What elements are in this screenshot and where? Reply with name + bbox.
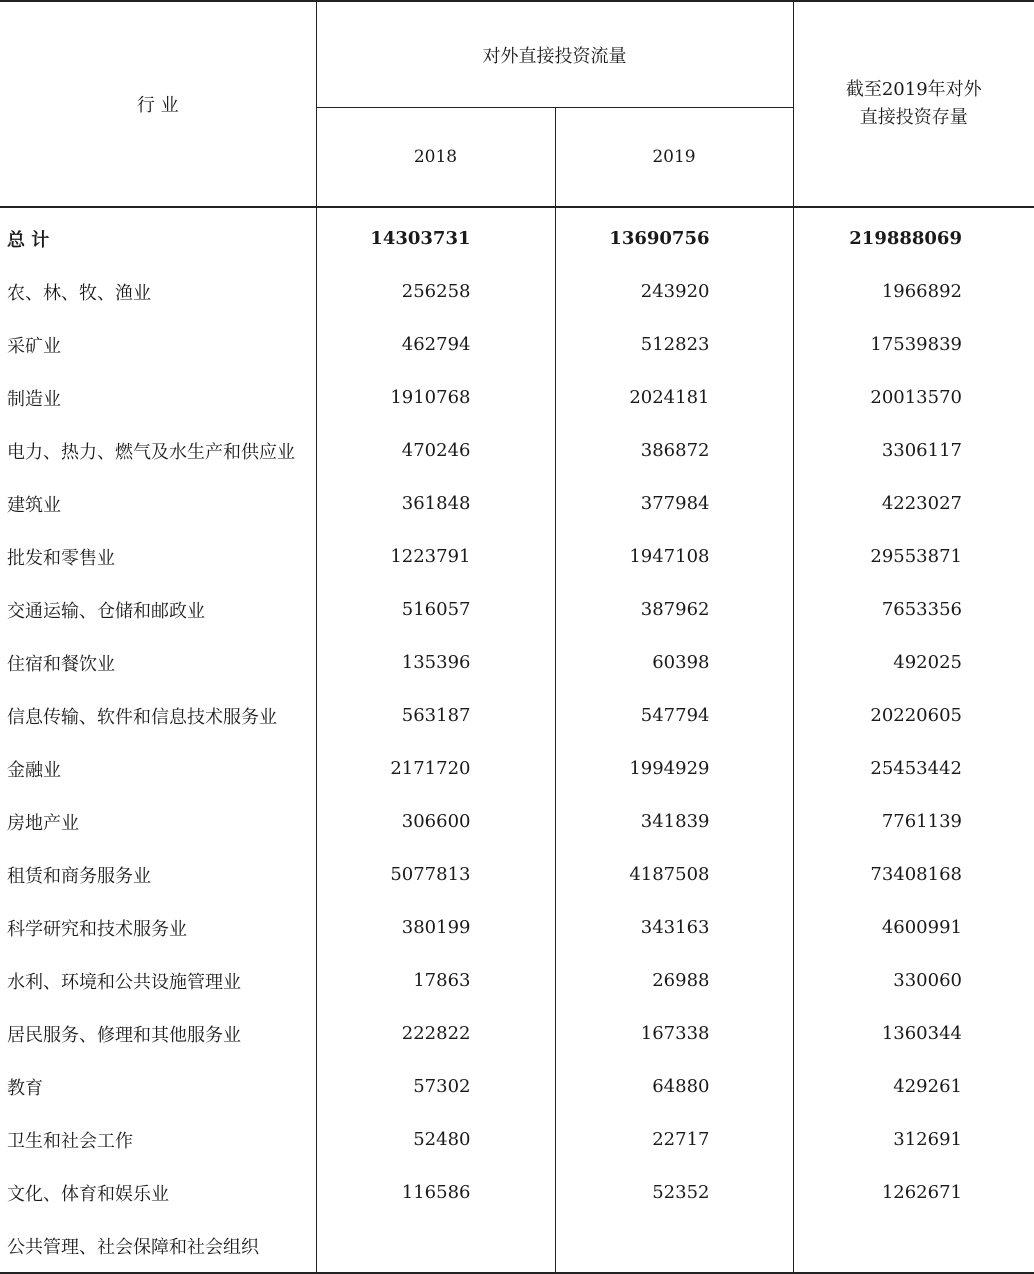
stock-2019-cell: 7653356 [793, 583, 1034, 636]
industry-name-cell: 批发和零售业 [0, 530, 316, 583]
stock-2019-cell [793, 1219, 1034, 1273]
flow-2018-cell: 52480 [316, 1113, 555, 1166]
table-row [0, 1007, 1034, 1060]
industry-name-cell: 金融业 [0, 742, 316, 795]
industry-name-cell: 房地产业 [0, 795, 316, 848]
flow-2019-cell: 1947108 [555, 530, 793, 583]
table-row [0, 318, 1034, 371]
flow-2019-cell: 2024181 [555, 371, 793, 424]
flow-2019-cell: 26988 [555, 954, 793, 1007]
flow-2018-cell: 1223791 [316, 530, 555, 583]
flow-2019-cell: 387962 [555, 583, 793, 636]
industry-name-cell: 居民服务、修理和其他服务业 [0, 1007, 316, 1060]
flow-2019-cell: 547794 [555, 689, 793, 742]
industry-name-cell: 文化、体育和娱乐业 [0, 1166, 316, 1219]
flow-2019-cell: 22717 [555, 1113, 793, 1166]
table-row [0, 371, 1034, 424]
table-row [0, 424, 1034, 477]
table-row [0, 265, 1034, 318]
stock-2019-cell: 1262671 [793, 1166, 1034, 1219]
flow-2019-cell: 243920 [555, 265, 793, 318]
industry-name-cell: 租赁和商务服务业 [0, 848, 316, 901]
flow-2018-cell: 135396 [316, 636, 555, 689]
industry-name-cell: 公共管理、社会保障和社会组织 [0, 1219, 316, 1273]
table-row [0, 954, 1034, 1007]
year-2018-header: 2018 [316, 108, 555, 208]
stock-2019-cell: 492025 [793, 636, 1034, 689]
stock-2019-cell: 20220605 [793, 689, 1034, 742]
table-row [0, 636, 1034, 689]
flow-2018-cell: 470246 [316, 424, 555, 477]
stock-2019-cell: 20013570 [793, 371, 1034, 424]
stock-2019-cell: 429261 [793, 1060, 1034, 1113]
stock-2019-cell: 29553871 [793, 530, 1034, 583]
flow-2019-cell: 64880 [555, 1060, 793, 1113]
flow-2018-cell: 516057 [316, 583, 555, 636]
table-row [0, 477, 1034, 530]
table-row [0, 689, 1034, 742]
stock-2019-cell: 73408168 [793, 848, 1034, 901]
table-header [0, 1, 1034, 207]
stock-2019-cell: 7761139 [793, 795, 1034, 848]
industry-name-cell: 电力、热力、燃气及水生产和供应业 [0, 424, 316, 477]
flow-2018-cell: 57302 [316, 1060, 555, 1113]
flow-2019-cell: 13690756 [555, 207, 793, 265]
stock-header-line1: 截至2019年对外 [794, 76, 1034, 104]
industry-name-cell: 信息传输、软件和信息技术服务业 [0, 689, 316, 742]
table-row [0, 795, 1034, 848]
flow-2018-cell: 462794 [316, 318, 555, 371]
flow-2019-cell: 377984 [555, 477, 793, 530]
total-row [0, 207, 1034, 265]
industry-name-cell: 总 计 [0, 207, 316, 265]
stock-2019-cell: 219888069 [793, 207, 1034, 265]
stock-2019-cell: 1966892 [793, 265, 1034, 318]
industry-name-cell: 水利、环境和公共设施管理业 [0, 954, 316, 1007]
flow-2018-cell: 306600 [316, 795, 555, 848]
flow-2018-cell [316, 1219, 555, 1273]
flow-2019-cell: 52352 [555, 1166, 793, 1219]
year-2019-header: 2019 [555, 108, 793, 208]
table-row [0, 1219, 1034, 1273]
flow-2018-cell: 222822 [316, 1007, 555, 1060]
industry-name-cell: 制造业 [0, 371, 316, 424]
stock-2019-cell: 312691 [793, 1113, 1034, 1166]
table-row [0, 848, 1034, 901]
industry-name-cell: 农、林、牧、渔业 [0, 265, 316, 318]
stock-2019-cell: 4600991 [793, 901, 1034, 954]
industry-name-cell: 住宿和餐饮业 [0, 636, 316, 689]
flow-2019-cell: 60398 [555, 636, 793, 689]
table-row [0, 583, 1034, 636]
stock-header-line2: 直接投资存量 [794, 104, 1034, 132]
flow-2018-cell: 256258 [316, 265, 555, 318]
flow-2018-cell: 17863 [316, 954, 555, 1007]
table-row [0, 1060, 1034, 1113]
flow-2019-cell: 512823 [555, 318, 793, 371]
flow-2019-cell: 1994929 [555, 742, 793, 795]
flow-2019-cell: 343163 [555, 901, 793, 954]
stock-2019-cell: 17539839 [793, 318, 1034, 371]
flow-2018-cell: 14303731 [316, 207, 555, 265]
flow-2018-cell: 2171720 [316, 742, 555, 795]
industry-name-cell: 教育 [0, 1060, 316, 1113]
table-body [0, 207, 1034, 1273]
stock-2019-cell: 1360344 [793, 1007, 1034, 1060]
stock-2019-cell: 25453442 [793, 742, 1034, 795]
flow-2018-cell: 5077813 [316, 848, 555, 901]
stock-column-header [793, 1, 1034, 207]
flow-2018-cell: 116586 [316, 1166, 555, 1219]
flow-2018-cell: 563187 [316, 689, 555, 742]
table-row [0, 530, 1034, 583]
flow-2019-cell: 167338 [555, 1007, 793, 1060]
stock-2019-cell: 3306117 [793, 424, 1034, 477]
industry-name-cell: 科学研究和技术服务业 [0, 901, 316, 954]
industry-name-cell: 交通运输、仓储和邮政业 [0, 583, 316, 636]
flow-2019-cell: 386872 [555, 424, 793, 477]
industry-name-cell: 卫生和社会工作 [0, 1113, 316, 1166]
flow-2018-cell: 361848 [316, 477, 555, 530]
table-row [0, 901, 1034, 954]
table-row [0, 1113, 1034, 1166]
industry-column-header: 行 业 [0, 1, 316, 207]
stock-2019-cell: 330060 [793, 954, 1034, 1007]
table-row [0, 1166, 1034, 1219]
flow-2019-cell: 4187508 [555, 848, 793, 901]
flow-2019-cell: 341839 [555, 795, 793, 848]
table-row [0, 742, 1034, 795]
flow-2018-cell: 380199 [316, 901, 555, 954]
flow-2019-cell [555, 1219, 793, 1273]
stock-2019-cell: 4223027 [793, 477, 1034, 530]
flow-2018-cell: 1910768 [316, 371, 555, 424]
industry-name-cell: 采矿业 [0, 318, 316, 371]
industry-name-cell: 建筑业 [0, 477, 316, 530]
flow-column-header: 对外直接投资流量 [316, 1, 793, 108]
